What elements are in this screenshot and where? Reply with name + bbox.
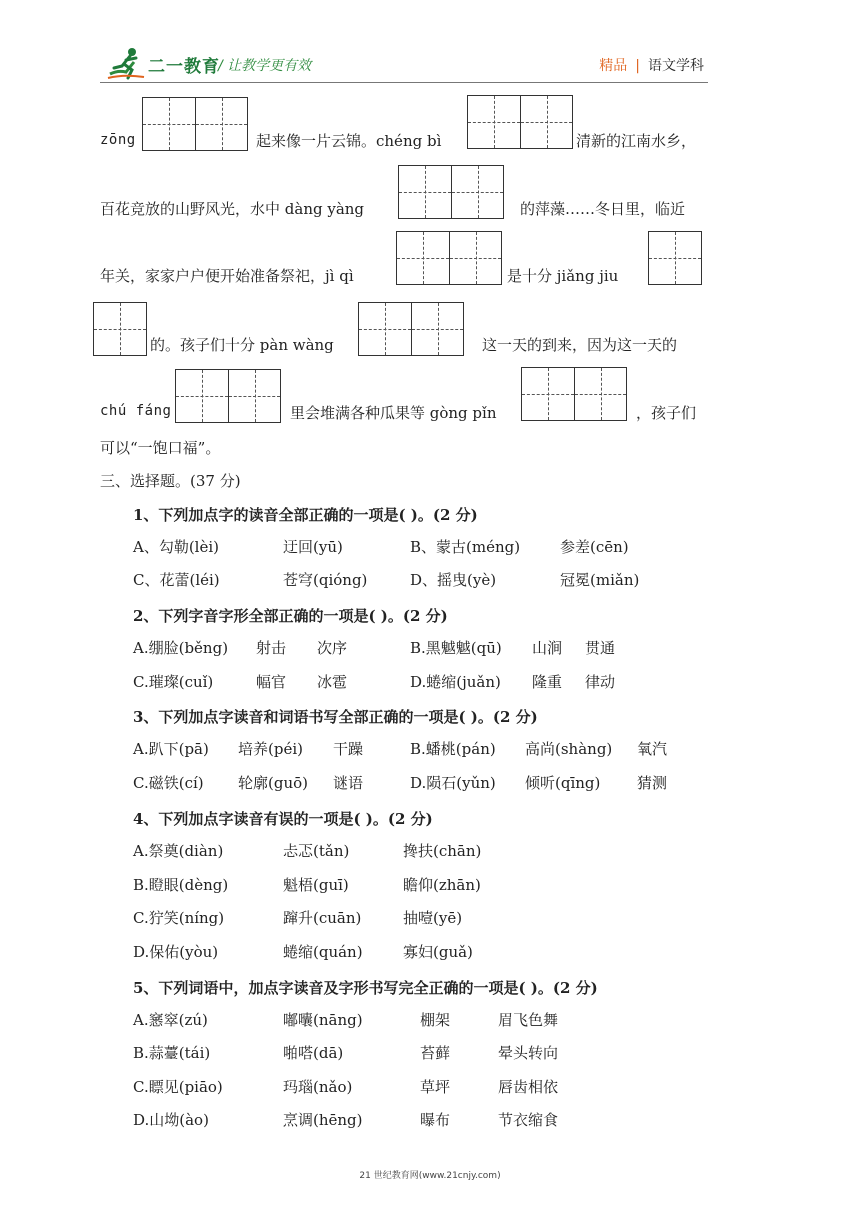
q2-option: 山涧 — [532, 639, 563, 657]
q5-option: 节衣缩食 — [498, 1111, 559, 1129]
q2-option[interactable]: A.绷脸(běng) — [133, 639, 229, 657]
passage-text: 是十分 jiǎng jiu — [507, 267, 619, 285]
writing-box-1[interactable] — [142, 97, 248, 151]
header-divider: | — [635, 58, 640, 74]
writing-box-6[interactable] — [358, 302, 464, 356]
writing-box-7[interactable] — [175, 369, 281, 423]
q4-option[interactable]: C.狞笑(níng) — [133, 909, 225, 927]
passage-text: ，孩子们 — [636, 404, 697, 422]
q3-option[interactable]: A.趴下(pā) — [133, 740, 209, 758]
q2-option[interactable]: C.璀璨(cuǐ) — [133, 673, 214, 691]
q4-option: 魁梧(guī) — [283, 876, 349, 894]
q1-option[interactable]: A、勾勒(lèi) — [133, 538, 220, 556]
pinyin-zong: zōng — [100, 132, 136, 148]
writing-box-5a[interactable] — [648, 231, 702, 285]
passage-text: 里会堆满各种瓜果等 gòng pǐn — [290, 404, 497, 422]
q5-option[interactable]: B.蒜薹(tái) — [133, 1044, 211, 1062]
q2-option[interactable]: D.蜷缩(juǎn) — [410, 673, 501, 691]
q5-option: 烹调(hēng) — [283, 1111, 363, 1129]
q4-option[interactable]: A.祭奠(diàn) — [133, 842, 224, 860]
q5-option: 唇齿相依 — [498, 1078, 559, 1096]
question-3-stem: 3、下列加点字读音和词语书写全部正确的一项是( )。(2 分) — [133, 708, 538, 726]
writing-box-4[interactable] — [396, 231, 502, 285]
passage-text: 可以“一饱口福”。 — [100, 439, 221, 457]
q1-option: 参差(cēn) — [560, 538, 629, 556]
q4-option[interactable]: B.瞪眼(dèng) — [133, 876, 229, 894]
section-title: 三、选择题。(37 分) — [100, 472, 241, 490]
q4-option: 寡妇(guǎ) — [403, 943, 473, 961]
question-4-stem: 4、下列加点字读音有误的一项是( )。(2 分) — [133, 810, 433, 828]
q1-option[interactable]: B、蒙古(méng) — [410, 538, 521, 556]
q5-option: 棚架 — [420, 1011, 451, 1029]
q2-option: 律动 — [585, 673, 616, 691]
q3-option: 轮廓(guō) — [238, 774, 308, 792]
q3-option: 高尚(shàng) — [525, 740, 613, 758]
q3-option[interactable]: B.蟠桃(pán) — [410, 740, 496, 758]
q2-option: 贯通 — [585, 639, 616, 657]
q2-option: 幅官 — [256, 673, 287, 691]
passage-text: 这一天的到来，因为这一天的 — [482, 336, 678, 354]
q5-option[interactable]: A.窸窣(zú) — [133, 1011, 208, 1029]
writing-box-3[interactable] — [398, 165, 504, 219]
q3-option: 谜语 — [333, 774, 364, 792]
question-1-stem: 1、下列加点字的读音全部正确的一项是( )。(2 分) — [133, 506, 478, 524]
q5-option: 眉飞色舞 — [498, 1011, 559, 1029]
brand-name: 二一教育 — [148, 57, 220, 77]
q3-option: 培养(péi) — [238, 740, 303, 758]
passage-text: 百花竞放的山野风光，水中 dàng yàng — [100, 200, 365, 218]
writing-box-8[interactable] — [521, 367, 627, 421]
question-2-stem: 2、下列字音字形全部正确的一项是( )。(2 分) — [133, 607, 448, 625]
passage-text: 的萍藻……冬日里，临近 — [520, 200, 686, 218]
q2-option: 冰雹 — [317, 673, 348, 691]
q4-option[interactable]: D.保佑(yòu) — [133, 943, 219, 961]
q5-option[interactable]: C.瞟见(piāo) — [133, 1078, 223, 1096]
passage-text: 起来像一片云锦。chéng bì — [256, 132, 442, 150]
question-5-stem: 5、下列词语中，加点字读音及字形书写完全正确的一项是( )。(2 分) — [133, 979, 598, 997]
q1-option: 冠冕(miǎn) — [560, 571, 640, 589]
q4-option: 忐忑(tǎn) — [283, 842, 350, 860]
passage-text: 年关，家家户户便开始准备祭祀，jì qì — [100, 267, 354, 285]
q3-option[interactable]: C.磁铁(cí) — [133, 774, 204, 792]
q5-option: 曝布 — [420, 1111, 451, 1129]
q3-option: 氧汽 — [637, 740, 668, 758]
passage-text: 的。孩子们十分 pàn wàng — [150, 336, 334, 354]
q5-option: 嘟囔(nāng) — [283, 1011, 363, 1029]
q3-option[interactable]: D.陨石(yǔn) — [410, 774, 496, 792]
page-footer: 21 世纪教育网(www.21cnjy.com) — [359, 1171, 501, 1181]
q4-option: 蹿升(cuān) — [283, 909, 362, 927]
runner-logo-icon — [104, 44, 148, 84]
q1-option: 迂回(yū) — [283, 538, 343, 556]
q5-option: 苔藓 — [420, 1044, 451, 1062]
premium-label: 精品 — [599, 58, 628, 74]
q1-option[interactable]: D、摇曳(yè) — [410, 571, 497, 589]
q1-option[interactable]: C、花蕾(léi) — [133, 571, 220, 589]
brand-slogan: / 让教学更有效 — [218, 58, 312, 74]
q2-option: 射击 — [256, 639, 287, 657]
q3-option: 干躁 — [333, 740, 364, 758]
writing-box-2[interactable] — [467, 95, 573, 149]
passage-text: 清新的江南水乡， — [576, 132, 697, 150]
pinyin-chufang: chú fáng — [100, 403, 172, 419]
q4-option: 蜷缩(quán) — [283, 943, 363, 961]
q3-option: 猜测 — [637, 774, 668, 792]
q5-option: 晕头转向 — [498, 1044, 559, 1062]
q1-option: 苍穹(qióng) — [283, 571, 368, 589]
q2-option: 隆重 — [532, 673, 563, 691]
q4-option: 抽噎(yē) — [403, 909, 463, 927]
header-subject — [599, 55, 704, 75]
q5-option: 玛瑙(nǎo) — [283, 1078, 353, 1096]
q5-option: 啪嗒(dā) — [283, 1044, 344, 1062]
q4-option: 瞻仰(zhān) — [403, 876, 481, 894]
writing-box-5b[interactable] — [93, 302, 147, 356]
q5-option: 草坪 — [420, 1078, 451, 1096]
header-rule — [100, 82, 708, 83]
q4-option: 搀扶(chān) — [403, 842, 482, 860]
subject-label: 语文学科 — [648, 58, 704, 74]
q2-option: 次序 — [317, 639, 348, 657]
q2-option[interactable]: B.黑魆魆(qū) — [410, 639, 502, 657]
q3-option: 倾听(qīng) — [525, 774, 601, 792]
q5-option[interactable]: D.山坳(ào) — [133, 1111, 209, 1129]
